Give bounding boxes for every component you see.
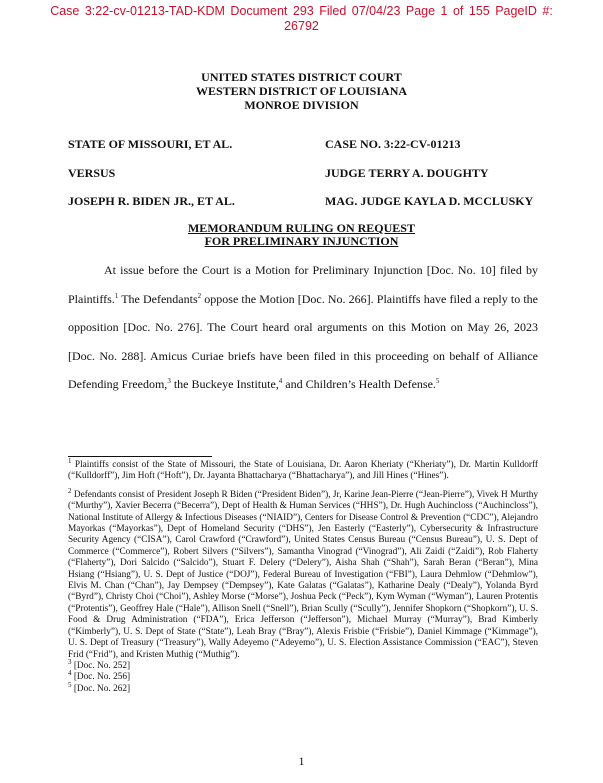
document-title: [0, 222, 603, 248]
body-text-e: and Children’s Health Defense.: [282, 377, 436, 391]
page-number: 1: [298, 754, 305, 768]
footnote-ref-3: 3: [167, 377, 171, 385]
footnote-5-text: [Doc. No. 262]: [71, 683, 131, 694]
footnote-1: [68, 456, 538, 483]
caption-defendants: JOSEPH R. BIDEN JR., ET AL.: [68, 194, 235, 208]
footnote-4: [68, 669, 538, 683]
footnote-divider: [68, 456, 212, 457]
caption-judge: JUDGE TERRY A. DOUGHTY: [325, 166, 489, 180]
footnote-4-number: 4: [68, 669, 72, 678]
footnote-3: [68, 657, 538, 672]
footnote-ref-1: 1: [114, 291, 119, 300]
caption-magistrate-judge: MAG. JUDGE KAYLA D. MCCLUSKY: [325, 194, 534, 208]
caption-versus: VERSUS: [68, 166, 116, 180]
document-title-line2: FOR PRELIMINARY INJUNCTION: [204, 234, 399, 248]
footnote-1-text: Plaintiffs consist of the State of Missouri, the State of Louisiana, Dr. Aaron Kheriaty (“Kheriaty”), Dr. Martin Kulldorff (“Kulldorff”), Jim Hoft (“Hoft”), Dr. Jayanta Bhattacharya (“Bhattacharya”), and Jill Hines (“Hines”).: [68, 460, 538, 482]
footnote-3-number: 3: [68, 657, 72, 666]
footnote-5: [68, 680, 538, 695]
ecf-header-line1: Case 3:22-cv-01213-TAD-KDM Document 293 Filed 07/04/23 Page 1 of 155 PageID #:: [50, 4, 553, 18]
footnote-ref-5: 5: [435, 377, 440, 385]
body-text-c: oppose the Motion [Doc. No. 266]. Plaintiffs have filed a reply to the opposition [Doc. No. 276]. The Court heard oral arguments on this Motion on May 26, 2023 [Doc. No. 288]. Amicus Curiae briefs have been filed in this proceeding on behalf of Alliance Defending Freedom,: [68, 291, 539, 391]
body-text-b: The Defendants: [118, 291, 198, 306]
footnote-1-number: 1: [68, 456, 72, 465]
ecf-header-line2: 26792: [284, 19, 319, 33]
ecf-header: [0, 4, 603, 34]
caption-case-number: CASE NO. 3:22-CV-01213: [325, 137, 461, 151]
footnote-ref-4: 4: [278, 377, 283, 385]
footnote-5-number: 5: [68, 680, 72, 689]
body-paragraph: [68, 256, 538, 399]
court-division: MONROE DIVISION: [244, 98, 359, 112]
footnote-3-text: [Doc. No. 252]: [71, 660, 131, 671]
body-text-d: the Buckeye Institute,: [170, 377, 279, 391]
footnotes: [68, 456, 538, 695]
footnote-4-text: [Doc. No. 256]: [71, 672, 131, 683]
court-name: UNITED STATES DISTRICT COURT: [201, 70, 402, 84]
footnote-ref-2: 2: [197, 291, 202, 300]
footnote-2: [68, 486, 538, 661]
body-text-a: At issue before the Court is a Motion for Preliminary Injunction [Doc. No. 10] filed by Plaintiffs.: [68, 263, 538, 306]
document-title-line1: MEMORANDUM RULING ON REQUEST: [187, 221, 415, 235]
footnote-2-text: Defendants consist of President Joseph R Biden (“President Biden”), Jr, Karine Jean-Pierre (“Jean-Pierre”), Vivek H Murthy (“Murthy”), Xavier Becerra (“Becerra”), Dept of Health & Human Services (“HHS”), Dr. Hugh Auchincloss (“Auchincloss”), National Institute of Allergy & Infectious Diseases (“NIAID”), Centers for Disease Control & Prevention (“CDC”), Alejandro Mayorkas (“Mayorkas”), Dept of Homeland Security (“DHS”), Jen Easterly (“Easterly”), Cybersecurity & Infrastructure Security Agency (“CISA”), Carol Crawford (“Crawford”), United States Census Bureau (“Census Bureau”), U. S. Dept of Commerce (“Commerce”), Robert Silvers (“Silvers”), Samantha Vinograd (“Vinograd”), Ali Zaidi (“Zaidi”), Rob Flaherty (“Flaherty”), Dori Salcido (“Salcido”), Stuart F. Delery (“Delery”), Aisha Shah (“Shah”), Sarah Beran (“Beran”), Mina Hsiang (“Hsiang”), U. S. Dept of Justice (“DOJ”), Federal Bureau of Investigation (“FBI”), Laura Dehmlow (“Dehmlow”), Elvis M. Chan (“Chan”), Jay Dempsey (“Dempsey”), Kate Galatas (“Galatas”), Katharine Dealy (“Dealy”), Yolanda Byrd (“Byrd”), Christy Choi (“Choi”), Ashley Morse (“Morse”), Joshua Peck (“Peck”), Kym Wyman (“Wyman”), Lauren Protentis (“Protentis”), Geoffrey Hale (“Hale”), Allison Snell (“Snell”), Brian Scully (“Scully”), Jennifer Shopkorn (“Shopkorn”), U. S. Food & Drug Administration (“FDA”), Erica Jefferson (“Jefferson”), Michael Murray (“Murray”), Brad Kimberly (“Kimberly”), U. S. Dept of State (“State”), Leah Bray (“Bray”), Alexis Frisbie (“Frisbie”), Daniel Kimmage (“Kimmage”), U. S. Dept of Treasury (“Treasury”), Wally Adeyemo (“Adeyemo”), U. S. Election Assistance Commission (“EAC”), Steven Frid (“Frid”), and Kristen Muthig (“Muthig”).: [68, 489, 538, 660]
footnote-2-number: 2: [68, 486, 72, 495]
court-district: WESTERN DISTRICT OF LOUISIANA: [195, 84, 408, 98]
caption-plaintiffs: STATE OF MISSOURI, ET AL.: [68, 137, 233, 151]
court-heading: [0, 70, 603, 112]
